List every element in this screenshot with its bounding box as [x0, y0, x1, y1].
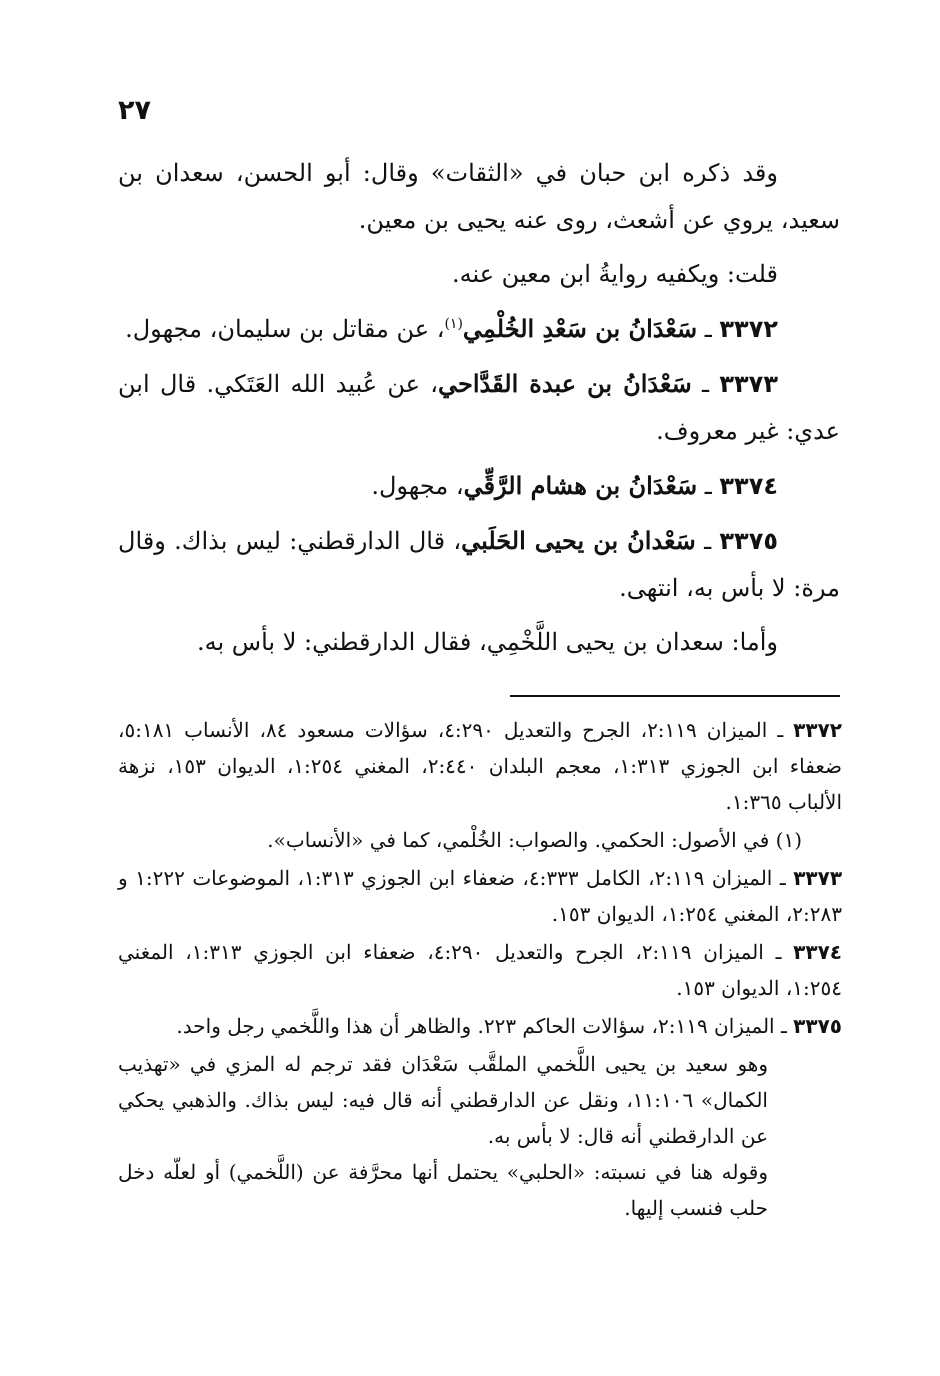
entry-name: سَعْدَانُ بن سَعْدِ الخُلْمِي — [462, 314, 698, 343]
entry-dash: ـ — [704, 527, 712, 555]
entry-number: ٣٣٧٢ — [719, 315, 778, 343]
note-3375-comment-1: وهو سعيد بن يحيى اللَّخمي الملقَّب سَعْدَان فقد ترجم له المزي في «تهذيب الكمال» ١١:١٠٦، ونقل عن الدارقطني أنه قال فيه: ليس بذاك. والذهبي يحكي عن الدارقطني أنه قال: لا بأس به. — [118, 1052, 768, 1148]
entry-3374 — [118, 462, 840, 510]
note-3372 — [118, 712, 842, 820]
entry-3372 — [118, 305, 840, 353]
page-number: ٢٧ — [118, 95, 151, 126]
note-number: ٣٣٧٥ — [793, 1014, 842, 1038]
entry-dash: ـ — [704, 472, 712, 500]
note-3373 — [118, 860, 842, 932]
entry-number: ٣٣٧٥ — [719, 527, 778, 555]
note-dash: ـ — [775, 940, 782, 964]
entry-dash: ـ — [704, 315, 712, 343]
comment-paragraph: قلت: ويكفيه روايةُ ابن معين عنه. — [451, 260, 778, 288]
note-dash: ـ — [780, 1014, 787, 1038]
note-text: الميزان ٢:١١٩، الكامل ٤:٣٣٣، ضعفاء ابن الجوزي ١:٣١٣، الموضوعات ١:٢٢٢ و ٢:٢٨٣، المغني ١:٢٥٤، الديوان ١٥٣. — [118, 866, 842, 926]
entry-number: ٣٣٧٤ — [719, 472, 778, 500]
main-text — [118, 150, 840, 673]
entry-text: ، مجهول. — [371, 472, 464, 500]
entry-3375 — [118, 517, 840, 612]
entry-number: ٣٣٧٣ — [719, 370, 778, 398]
note-text: الميزان ٢:١١٩، سؤالات الحاكم ٢٢٣. والظاهر أن هذا واللَّخمي رجل واحد. — [176, 1014, 775, 1038]
note-dash: ـ — [779, 866, 786, 890]
note-3374 — [118, 934, 842, 1006]
note-3375-comment-2: وقوله هنا في نسبته: «الحلبي» يحتمل أنها محرَّفة عن (اللَّخمي) أو لعلّه دخل حلب فنسب إليها. — [118, 1160, 768, 1220]
note-text: الميزان ٢:١١٩، الجرح والتعديل ٤:٢٩٠، سؤالات مسعود ٨٤، الأنساب ٥:١٨١، ضعفاء ابن الجوزي ١:٣١٣، معجم البلدان ٢:٤٤٠، المغني ١:٢٥٤، الديوان ١٥٣، نزهة الألباب ١:٣٦٥. — [118, 718, 842, 814]
entry-text: ، قال الدارقطني: ليس بذاك. وقال مرة: لا بأس به، انتهى. — [118, 527, 840, 602]
note-3375 — [118, 1008, 842, 1044]
footnote-marker: (١) — [444, 316, 463, 332]
note-number: ٣٣٧٤ — [793, 940, 842, 964]
note-dash: ـ — [777, 718, 784, 742]
footnote-text: في الأصول: الحكمي. والصواب: الخُلْمي، كما في «الأنساب». — [267, 828, 770, 852]
note-number: ٣٣٧٢ — [793, 718, 842, 742]
closing-paragraph: وأما: سعدان بن يحيى اللَّخْمِي، فقال الدارقطني: لا بأس به. — [196, 628, 778, 656]
entry-3373 — [118, 360, 840, 455]
entry-dash: ـ — [702, 370, 710, 398]
footnote-1 — [118, 822, 842, 858]
footnote-marker: (١) — [775, 828, 802, 852]
footnote-separator — [510, 695, 840, 697]
entry-text: ، عن عُبيد الله العَتَكي. قال ابن عدي: غير معروف. — [118, 370, 840, 445]
entry-name: سَعْدَانُ بن عبدة القَدَّاحي — [438, 369, 692, 398]
entry-name: سَعْدَانُ بن هشام الرَّقِّي — [463, 471, 698, 500]
note-number: ٣٣٧٣ — [793, 866, 843, 890]
note-text: الميزان ٢:١١٩، الجرح والتعديل ٤:٢٩٠، ضعفاء ابن الجوزي ١:٣١٣، المغني ١:٢٥٤، الديوان ١٥٣. — [118, 940, 842, 1000]
footnotes — [118, 712, 842, 1226]
entry-name: سَعْدانُ بن يحيى الحَلَبي — [461, 526, 696, 555]
entry-text: ، عن مقاتل بن سليمان، مجهول. — [125, 315, 445, 343]
intro-paragraph: وقد ذكره ابن حبان في «الثقات» وقال: أبو الحسن، سعدان بن سعيد، يروي عن أشعث، روى عنه يحيى بن معين. — [118, 159, 840, 234]
